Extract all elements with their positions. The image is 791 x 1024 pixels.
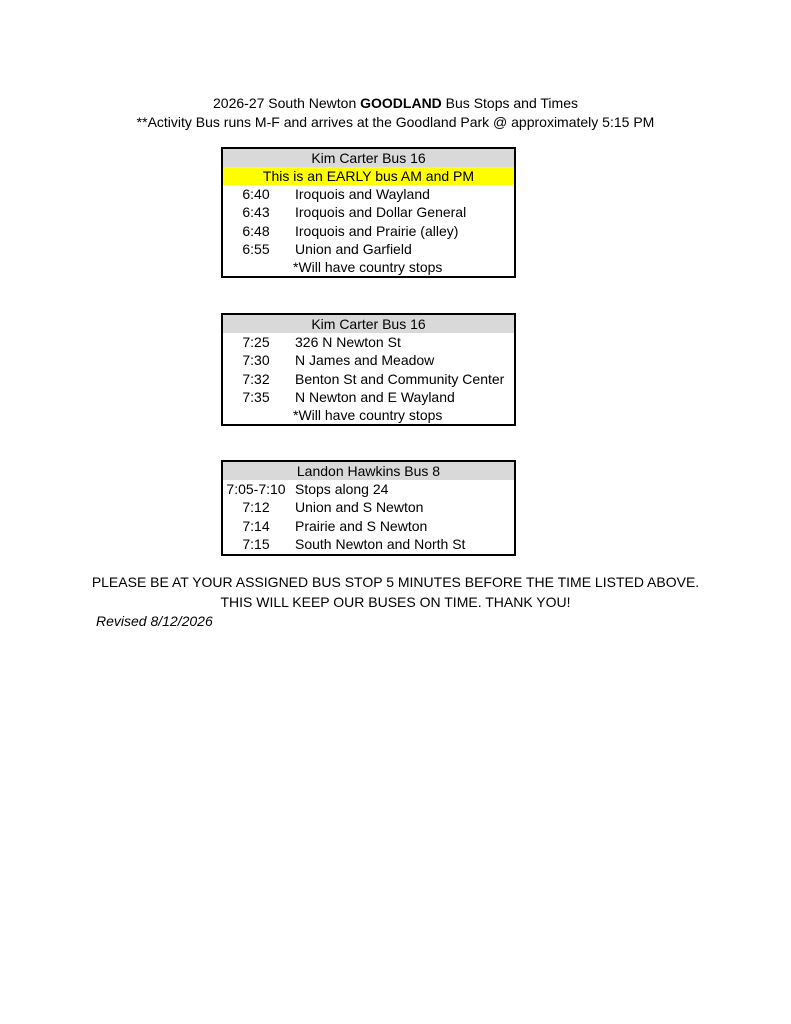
table-row bbox=[223, 203, 514, 221]
table-row bbox=[223, 185, 514, 203]
stop-location: 326 N Newton St bbox=[295, 334, 401, 350]
table-row bbox=[223, 222, 514, 240]
stop-time: 6:40 bbox=[242, 186, 270, 202]
arrival-instruction: PLEASE BE AT YOUR ASSIGNED BUS STOP 5 MINUTES BEFORE THE TIME LISTED ABOVE. bbox=[91, 574, 700, 590]
table-header: Landon Hawkins Bus 8 bbox=[223, 462, 514, 480]
table-row bbox=[223, 388, 514, 406]
bus-table-kim-carter-early bbox=[221, 147, 516, 278]
table-row bbox=[223, 351, 514, 369]
table-row bbox=[223, 240, 514, 258]
activity-bus-note: **Activity Bus runs M-F and arrives at the Goodland Park @ approximately 5:15 PM bbox=[136, 114, 655, 130]
stop-location: Stops along 24 bbox=[295, 481, 389, 497]
stop-location: Union and S Newton bbox=[295, 499, 424, 516]
bus-table-landon-hawkins bbox=[221, 460, 516, 556]
stop-location: Union and Garfield bbox=[295, 241, 412, 258]
stop-location: N James and Meadow bbox=[295, 352, 435, 369]
stop-time: 7:12 bbox=[242, 499, 270, 516]
revision-date: Revised 8/12/2026 bbox=[96, 613, 213, 629]
table-header: Kim Carter Bus 16 bbox=[223, 315, 514, 333]
table-row bbox=[223, 480, 514, 498]
table-row bbox=[223, 370, 514, 388]
stop-time: 6:55 bbox=[242, 241, 270, 258]
stop-time: 7:05-7:10 bbox=[226, 481, 286, 497]
stop-location: Benton St and Community Center bbox=[295, 370, 505, 387]
country-stops-note: *Will have country stops bbox=[293, 258, 443, 275]
stop-time: 7:25 bbox=[242, 334, 270, 350]
stop-location: Iroquois and Dollar General bbox=[295, 204, 467, 221]
table-header: Kim Carter Bus 16 bbox=[223, 149, 514, 167]
bus-table-kim-carter bbox=[221, 313, 516, 426]
title-bold-town: GOODLAND bbox=[360, 95, 442, 111]
title-prefix: 2026-27 South Newton bbox=[213, 95, 361, 111]
table-row bbox=[223, 333, 514, 351]
page-title bbox=[0, 94, 791, 112]
stop-location: Iroquois and Wayland bbox=[295, 186, 430, 202]
stop-time: 6:48 bbox=[242, 222, 270, 239]
stop-time: 7:30 bbox=[242, 352, 270, 369]
thank-you-note: THIS WILL KEEP OUR BUSES ON TIME. THANK YOU! bbox=[220, 594, 571, 610]
table-row bbox=[223, 535, 514, 553]
stop-location: Iroquois and Prairie (alley) bbox=[295, 222, 459, 239]
stop-time: 7:15 bbox=[242, 536, 270, 553]
stop-location: Prairie and S Newton bbox=[295, 517, 428, 534]
stop-time: 7:32 bbox=[242, 370, 270, 387]
stop-location: South Newton and North St bbox=[295, 536, 466, 553]
table-row bbox=[223, 517, 514, 535]
stop-time: 7:35 bbox=[242, 389, 270, 406]
country-stops-note: *Will have country stops bbox=[293, 406, 443, 423]
stop-time: 6:43 bbox=[242, 204, 270, 221]
early-bus-notice: This is an EARLY bus AM and PM bbox=[223, 167, 514, 185]
stop-location: N Newton and E Wayland bbox=[295, 389, 455, 406]
table-row bbox=[223, 498, 514, 516]
stop-time: 7:14 bbox=[242, 517, 270, 534]
title-suffix: Bus Stops and Times bbox=[441, 95, 578, 111]
